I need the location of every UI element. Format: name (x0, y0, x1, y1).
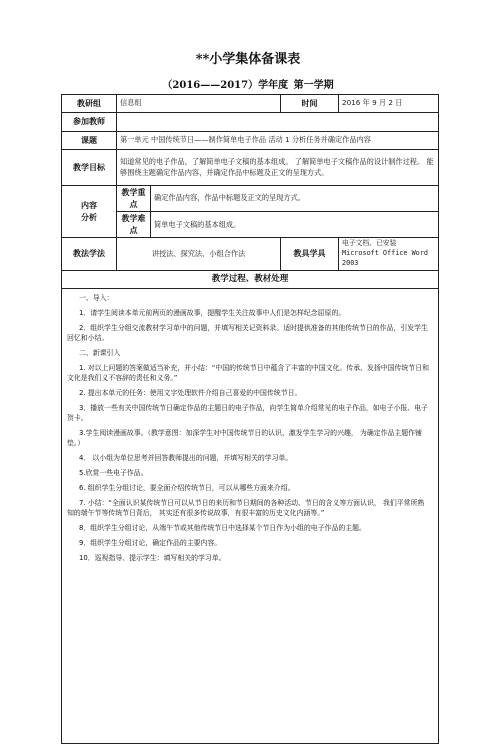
goal-value: 知道常见的电子作品，了解简单电子文稿的基本组成。 了解简单电子文稿作品的设计制作过程。 能够围绕主题确定作品内容，并确定作品中标题及正文的呈现方式。 (117, 150, 439, 186)
row-process-title (62, 270, 439, 288)
process-paragraph: 4． 以小组为单位思考并回答教师提出的问题，并填写相关的学习单。 (79, 454, 293, 463)
row-goals (62, 150, 439, 186)
row-difficulty (62, 212, 439, 238)
process-paragraph: 3．播放一些有关中国传统节日确定作品的主题日的电子作品，向学生简单介绍常见的电子作品，如电子小报、电子贺卡。 (67, 403, 428, 423)
lesson-plan-table (61, 94, 439, 744)
difficulty-label: 教学难点 (117, 212, 151, 238)
process-paragraph: 二、新课引入 (79, 348, 121, 357)
teacher-value (117, 113, 439, 132)
content-analysis-label (62, 186, 117, 238)
method-value: 讲授法、探究法、小组合作法 (117, 238, 281, 271)
key-point-label: 教学重点 (117, 186, 151, 212)
process-paragraph: 3.学生阅读漫画故事。（教学意图：加深学生对中国传统节日的认识，激发学生学习的兴趣， 为确定作品主题作铺垫。） (67, 429, 422, 448)
process-paragraph: 2．组织学生分组交流教材学习单中的问题，并填写相关记资料录。适时提供准备的其他传统节日的作品，引发学生回忆和小结。 (67, 323, 428, 342)
process-paragraph: 1．请学生阅读本单元前两页的漫画故事，提醒学生关注故事中人们是怎样纪念屈原的。 (79, 308, 346, 317)
time-label: 时间 (281, 95, 339, 113)
page-subtitle: （2016——2017）学年度 第一学期 (162, 80, 334, 91)
process-paragraph: 6. 组织学生分组讨论，要全面介绍传统节日，可以从哪些方面来介绍。 (79, 483, 295, 492)
group-value: 信息组 (117, 95, 281, 113)
process-paragraph: 一、导入： (79, 293, 114, 302)
row-process-body (62, 288, 439, 743)
key-point-value: 确定作品内容，作品中标题及正文的呈现方式。 (151, 186, 439, 212)
process-paragraph: 7. 小结：“全面认识某传统节日可以从节日的来历和节日期间的各种活动、节日的含义等方面认识， 我们平常所熟 知的端午节等传统节日背后， 其实还有很多传说故事，有很丰富的历史文化内涵等。” (67, 498, 425, 518)
topic-value: 第一单元 中国传统节日——制作简单电子作品 活动 1 分析任务并确定作品内容 (117, 132, 439, 150)
row-group (62, 95, 439, 113)
row-teachers (62, 113, 439, 132)
process-paragraph: 8．组织学生分组讨论，从端午节或其他传统节日中选择某个节日作为小组的电子作品的主题。 (79, 524, 366, 533)
process-paragraph: 1. 对以上问题的答案做适当补充，并小结：“中国的传统节日中蕴含了丰富的中国文化。传承、发扬中国传统节日和文化是我们义不容辞的责任和义务。” (67, 363, 429, 383)
process-paragraph: 5.欣赏一些电子作品。 (79, 469, 148, 478)
process-paragraph: 9．组织学生分组讨论，确定作品的主要内容。 (79, 538, 222, 547)
teacher-label: 参加教师 (62, 113, 117, 132)
tools-label: 教具学具 (281, 238, 339, 271)
row-topic (62, 132, 439, 150)
process-title: 教学过程、教材处理 (62, 270, 439, 288)
topic-label: 课题 (62, 132, 117, 150)
tools-value: 电子文档、已安装 Microsoft Office Word 2003 (339, 238, 439, 271)
page-title: **小学集体备课表 (195, 52, 301, 67)
row-key-point (62, 186, 439, 212)
content-label-line-2: 分析 (81, 212, 97, 222)
difficulty-value: 简单电子文稿的基本组成。 (151, 212, 439, 238)
group-label: 教研组 (62, 95, 117, 113)
content-label-line-1: 内容 (81, 201, 97, 211)
time-value: 2016 年 9 月 2 日 (339, 95, 439, 113)
process-paragraph: 2. 提出本单元的任务：使用文字处理软件介绍自己喜爱的中国传统节日。 (79, 388, 302, 397)
row-methods (62, 238, 439, 271)
process-body (62, 288, 439, 743)
goal-label: 教学目标 (62, 150, 117, 186)
method-label: 教法学法 (62, 238, 117, 271)
process-paragraph: 10．巡视指导、提示学生：填写相关的学习单。 (79, 553, 226, 562)
